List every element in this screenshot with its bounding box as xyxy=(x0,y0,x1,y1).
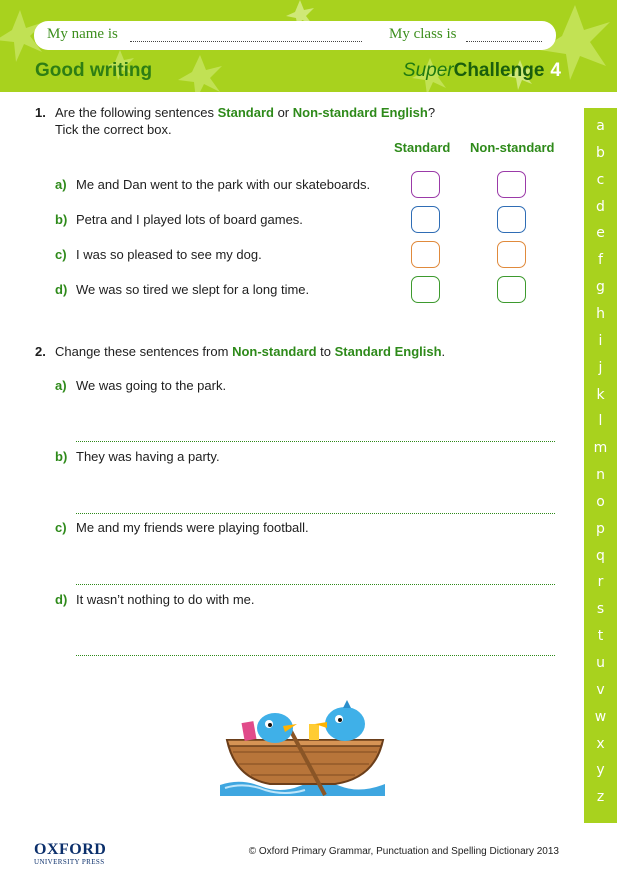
q2-item-letter: c) xyxy=(55,520,67,535)
page-title: Good writing xyxy=(35,60,153,81)
q1-item-sentence: I was so pleased to see my dog. xyxy=(76,247,262,262)
q2-prompt-pre: Change these sentences from xyxy=(55,344,233,359)
q2-prompt-mid: to xyxy=(316,344,335,359)
q1-item-sentence: We was so tired we slept for a long time. xyxy=(76,282,310,297)
standard-tick-box[interactable] xyxy=(411,276,440,303)
alphabet-letter-s: s xyxy=(596,601,605,618)
birds-in-boat-illustration xyxy=(215,700,395,800)
nonstandard-tick-box[interactable] xyxy=(497,171,526,198)
name-field[interactable] xyxy=(130,41,362,42)
question-2-prompt xyxy=(55,343,445,360)
alphabet-letter-q: q xyxy=(596,547,605,564)
alphabet-letter-j: j xyxy=(598,359,603,376)
publisher-subtitle: UNIVERSITY PRESS xyxy=(34,858,105,866)
q1-item-letter: b) xyxy=(55,212,68,227)
q2-item-sentence: They was having a party. xyxy=(76,449,220,464)
copyright-notice: © Oxford Primary Grammar, Punctuation and Spelling Dictionary 2013 xyxy=(248,846,559,857)
alphabet-letter-r: r xyxy=(597,574,604,591)
series-number: 4 xyxy=(550,60,561,81)
alphabet-letter-x: x xyxy=(596,735,605,752)
question-1-prompt xyxy=(55,104,435,121)
alphabet-letter-g: g xyxy=(596,279,605,296)
q1-prompt-post: ? xyxy=(427,105,436,120)
answer-line[interactable] xyxy=(76,441,555,442)
column-header-nonstandard: Non-standard xyxy=(470,140,555,155)
series-title xyxy=(403,60,561,82)
alphabet-letter-c: c xyxy=(596,171,605,188)
publisher-name: OXFORD xyxy=(34,841,107,858)
q2-item-letter: a) xyxy=(55,378,67,393)
answer-line[interactable] xyxy=(76,655,555,656)
answer-line[interactable] xyxy=(76,513,555,514)
alphabet-letter-w: w xyxy=(594,708,607,725)
alphabet-letter-v: v xyxy=(596,681,605,698)
nonstandard-tick-box[interactable] xyxy=(497,276,526,303)
alphabet-letter-e: e xyxy=(596,225,605,242)
answer-line[interactable] xyxy=(76,584,555,585)
q1-prompt-nonstandard: Non-standard English xyxy=(292,105,428,120)
name-class-bar xyxy=(34,21,556,50)
standard-tick-box[interactable] xyxy=(411,206,440,233)
q1-item-letter: c) xyxy=(55,247,67,262)
q2-item-sentence: It wasn’t nothing to do with me. xyxy=(76,592,255,607)
nonstandard-tick-box[interactable] xyxy=(497,206,526,233)
alphabet-letter-i: i xyxy=(598,332,603,349)
alphabet-letter-d: d xyxy=(596,198,605,215)
alphabet-letter-n: n xyxy=(596,467,605,484)
q1-item-letter: a) xyxy=(55,177,67,192)
series-super: Super xyxy=(402,60,454,81)
alphabet-letter-y: y xyxy=(596,762,605,779)
alphabet-letter-l: l xyxy=(598,413,603,430)
q2-prompt-standard: Standard English xyxy=(334,344,442,359)
alphabet-letter-u: u xyxy=(596,655,605,671)
standard-tick-box[interactable] xyxy=(411,171,440,198)
q1-prompt-standard: Standard xyxy=(217,105,274,120)
q2-item-letter: b) xyxy=(55,449,68,464)
series-challenge: Challenge xyxy=(453,60,545,81)
alphabet-letter-b: b xyxy=(596,144,605,161)
q2-item-sentence: Me and my friends were playing football. xyxy=(76,520,309,535)
alphabet-letter-a: a xyxy=(596,118,605,134)
worksheet-header xyxy=(0,0,617,92)
column-header-standard: Standard xyxy=(394,140,451,155)
publisher-logo xyxy=(34,842,106,866)
q1-item-sentence: Petra and I played lots of board games. xyxy=(76,212,303,227)
class-label: My class is xyxy=(389,26,457,42)
q2-item-letter: d) xyxy=(55,592,68,607)
alphabet-letter-o: o xyxy=(596,493,605,510)
alphabet-letter-z: z xyxy=(596,789,605,806)
alphabet-strip xyxy=(584,108,617,823)
q2-prompt-post: . xyxy=(441,344,446,359)
q1-item-letter: d) xyxy=(55,282,68,297)
q1-prompt-pre: Are the following sentences xyxy=(55,105,218,120)
nonstandard-tick-box[interactable] xyxy=(497,241,526,268)
alphabet-letter-h: h xyxy=(596,305,605,322)
q2-item-sentence: We was going to the park. xyxy=(76,378,227,393)
alphabet-letter-k: k xyxy=(596,386,605,403)
alphabet-letter-f: f xyxy=(598,252,603,269)
q1-prompt-mid: or xyxy=(273,105,293,120)
question-1-instruction: Tick the correct box. xyxy=(55,122,172,137)
alphabet-letter-t: t xyxy=(597,628,604,645)
question-1-number: 1. xyxy=(35,105,46,120)
q1-item-sentence: Me and Dan went to the park with our skateboards. xyxy=(76,177,371,192)
q2-prompt-nonstandard: Non-standard xyxy=(232,344,317,359)
alphabet-letter-p: p xyxy=(596,520,605,537)
name-label: My name is xyxy=(47,26,118,42)
class-field[interactable] xyxy=(466,41,542,42)
alphabet-letter-m: m xyxy=(593,440,608,457)
standard-tick-box[interactable] xyxy=(411,241,440,268)
question-2-number: 2. xyxy=(35,344,46,359)
